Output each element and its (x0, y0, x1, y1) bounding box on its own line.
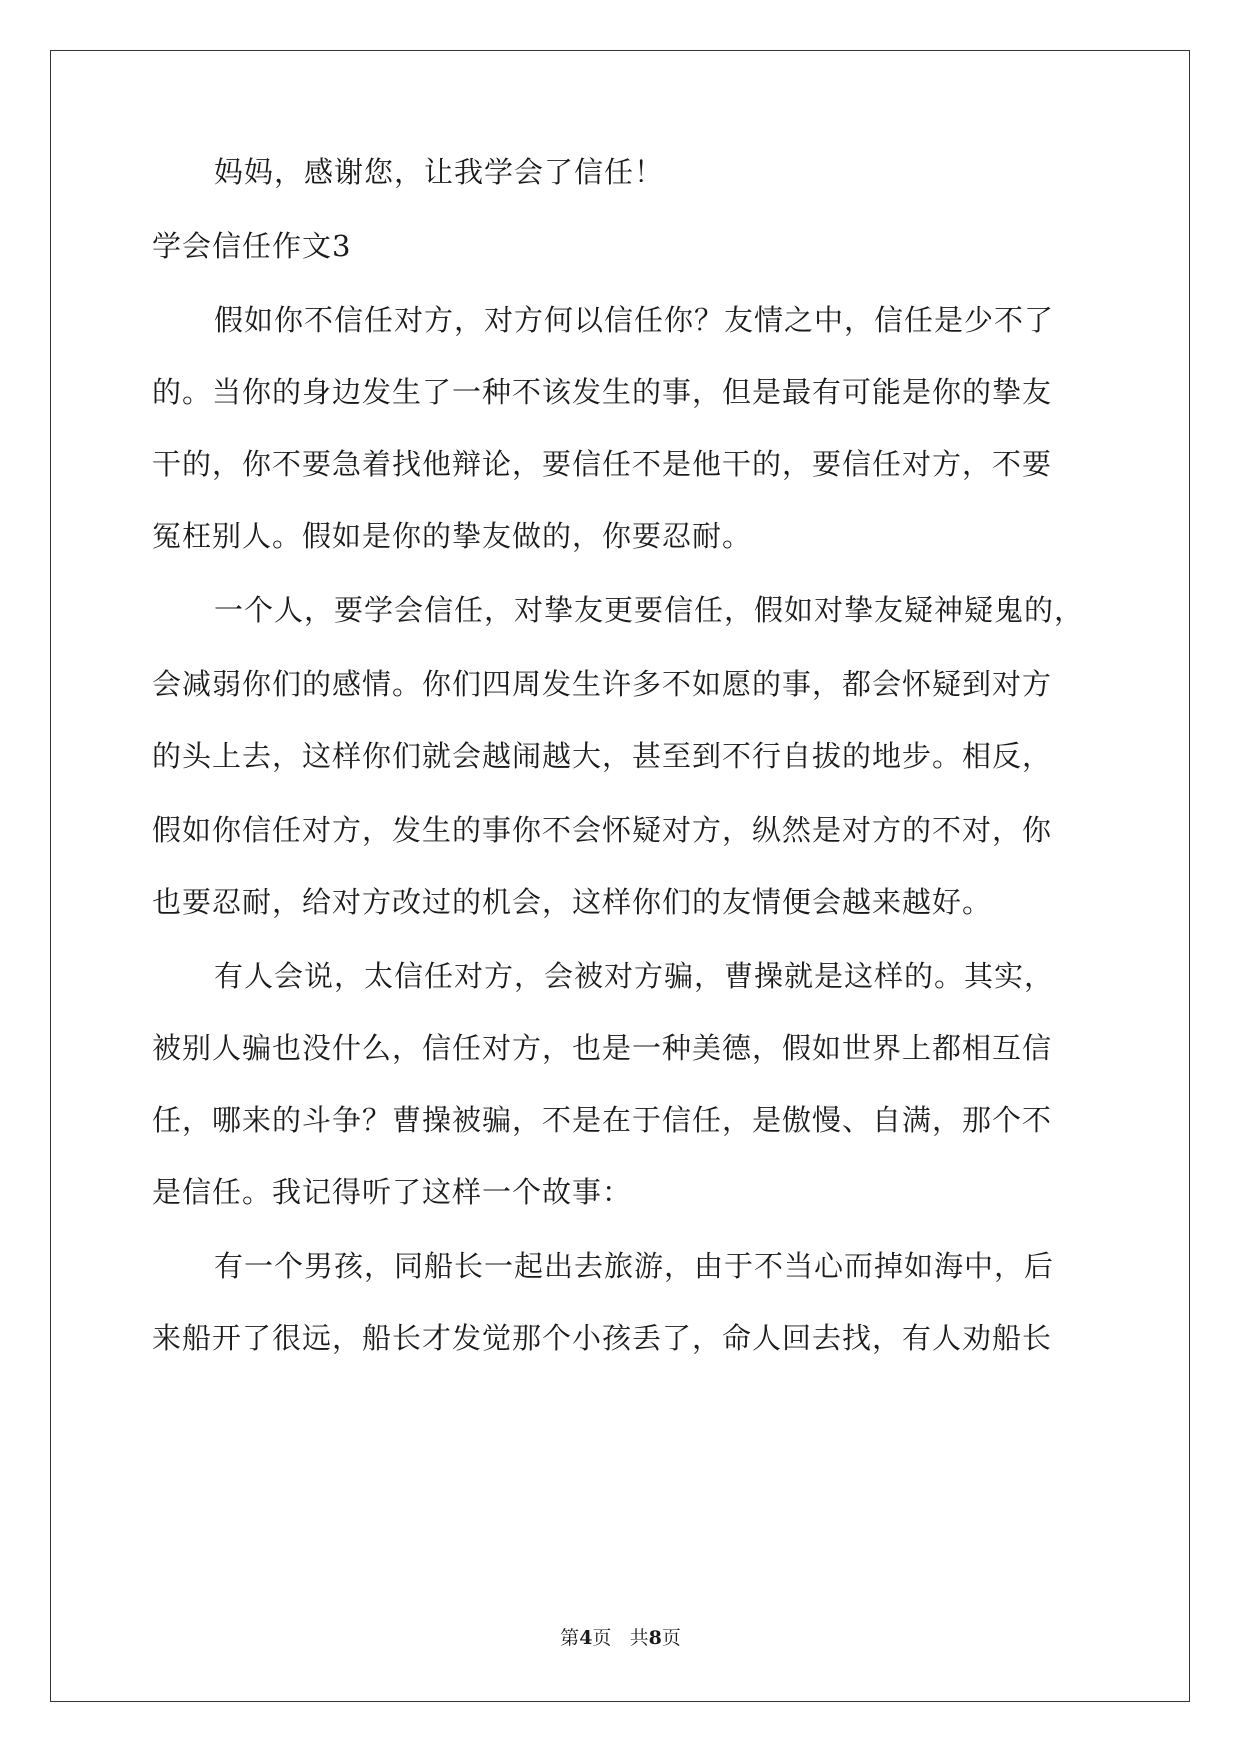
paragraph-line: 会减弱你们的感情。你们四周发生许多不如愿的事，都会怀疑到对方 (152, 667, 1053, 701)
paragraph-line: 假如你信任对方，发生的事你不会怀疑对方，纵然是对方的不对，你 (152, 813, 1053, 847)
paragraph-line: 干的，你不要急着找他辩论，要信任不是他干的，要信任对方，不要 (152, 447, 1053, 481)
footer-page-prefix: 第 (560, 1627, 580, 1649)
current-page-number: 4 (579, 1627, 593, 1649)
paragraph-line: 的。当你的身边发生了一种不该发生的事，但是最有可能是你的挚友 (152, 375, 1053, 409)
paragraph-line: 的头上去，这样你们就会越闹越大，甚至到不行自拔的地步。相反， (152, 739, 1053, 773)
footer-page-suffix: 页 (592, 1627, 612, 1649)
paragraph-line: 是信任。我记得听了这样一个故事： (152, 1175, 633, 1209)
paragraph-line: 一个人，要学会信任，对挚友更要信任，假如对挚友疑神疑鬼的， (214, 593, 1085, 627)
paragraph-line: 冤枉别人。假如是你的挚友做的，你要忍耐。 (152, 519, 753, 553)
paragraph-line: 任，哪来的斗争？曹操被骗，不是在于信任，是傲慢、自满，那个不 (152, 1103, 1053, 1137)
paragraph-line: 有人会说，太信任对方，会被对方骗，曹操就是这样的。其实， (214, 959, 1055, 993)
paragraph-line: 也要忍耐，给对方改过的机会，这样你们的友情便会越来越好。 (152, 885, 993, 919)
section-heading: 学会信任作文3 (152, 229, 352, 263)
paragraph-line: 有一个男孩，同船长一起出去旅游，由于不当心而掉如海中，后 (214, 1249, 1055, 1283)
page-border (50, 50, 1190, 1702)
page-footer (0, 1626, 1241, 1650)
total-page-number: 8 (648, 1627, 662, 1649)
footer-total-prefix: 共 (629, 1627, 649, 1649)
footer-total-suffix: 页 (661, 1627, 681, 1649)
paragraph-line: 被别人骗也没什么，信任对方，也是一种美德，假如世界上都相互信 (152, 1031, 1053, 1065)
paragraph-line: 假如你不信任对方，对方何以信任你？友情之中，信任是少不了 (214, 303, 1055, 337)
paragraph-line: 妈妈，感谢您，让我学会了信任！ (214, 155, 665, 189)
paragraph-line: 来船开了很远，船长才发觉那个小孩丢了，命人回去找，有人劝船长 (152, 1321, 1053, 1355)
